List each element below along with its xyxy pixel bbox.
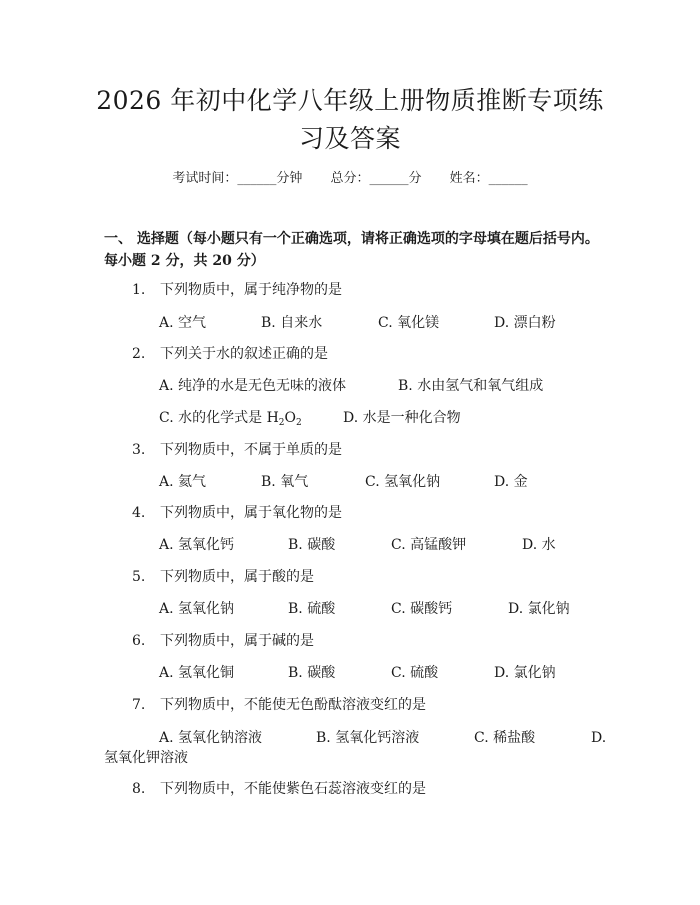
question-3 (132, 440, 342, 460)
option-d: D. 氯化钠 (494, 665, 556, 681)
question-text: 下列物质中，属于碱的是 (160, 633, 314, 649)
option-b: B. 自来水 (261, 315, 323, 331)
option-a: A. 氦气 (159, 474, 207, 490)
question-text: 下列物质中，属于氧化物的是 (160, 505, 342, 521)
option-a: A. 氢氧化钠 (159, 601, 235, 617)
option-a: A. 氢氧化钙 (159, 537, 235, 553)
option-a: A. 氢氧化铜 (159, 665, 235, 681)
total-score-field: 总分：______分 (330, 171, 422, 186)
option-a: A. 空气 (159, 315, 207, 331)
option-a: A. 氢氧化钠溶液 (159, 730, 263, 746)
option-d: D. (591, 730, 607, 746)
student-name-field: 姓名：______ (449, 171, 528, 186)
question-number: 4. (132, 505, 146, 521)
question-7 (132, 695, 426, 715)
page-title: 2026 年初中化学八年级上册物质推断专项练 (96, 86, 604, 115)
page-title-continued: 习及答案 (298, 124, 401, 153)
option-c: C. 氢氧化钠 (365, 474, 441, 490)
exam-time-field: 考试时间：______分钟 (172, 171, 303, 186)
question-number: 2. (132, 346, 146, 362)
question-text: 下列物质中，不能使紫色石蕊溶液变红的是 (160, 781, 426, 797)
question-number: 3. (132, 442, 146, 458)
option-c: C. 稀盐酸 (474, 730, 536, 746)
option-b: B. 水由氢气和氧气组成 (398, 378, 544, 394)
question-5 (132, 567, 314, 587)
option-b: B. 硫酸 (288, 601, 336, 617)
question-text: 下列物质中，不属于单质的是 (160, 442, 342, 458)
option-c: C. 硫酸 (391, 665, 439, 681)
option-b: B. 碳酸 (288, 665, 336, 681)
question-text: 下列物质中，属于酸的是 (160, 569, 314, 585)
option-b: B. 氧气 (261, 474, 309, 490)
question-number: 1. (132, 282, 146, 298)
option-c: C. 水的化学式是 $H_2O_2$ (159, 410, 302, 428)
section-heading: 一、 选择题（每小题只有一个正确选项，请将正确选项的字母填在题后括号内。 (104, 231, 599, 247)
option-d: D. 氯化钠 (508, 601, 570, 617)
option-c: C. 高锰酸钾 (391, 537, 467, 553)
section-heading-continued: 每小题 2 分，共 20 分） (104, 253, 265, 269)
question-4 (132, 503, 342, 523)
option-a: A. 纯净的水是无色无味的液体 (159, 378, 347, 394)
question-number: 8. (132, 781, 146, 797)
question-8 (132, 779, 426, 799)
option-b: B. 氢氧化钙溶液 (316, 730, 420, 746)
question-2 (132, 344, 328, 364)
exam-meta (0, 167, 700, 186)
option-c: C. 碳酸钙 (391, 601, 453, 617)
question-number: 7. (132, 697, 146, 713)
question-1 (132, 280, 342, 300)
option-d: D. 金 (494, 474, 528, 490)
option-b: B. 碳酸 (288, 537, 336, 553)
question-text: 下列关于水的叙述正确的是 (160, 346, 328, 362)
question-number: 6. (132, 633, 146, 649)
option-d: D. 水是一种化合物 (343, 410, 461, 426)
option-d: D. 漂白粉 (494, 315, 556, 331)
question-text: 下列物质中，属于纯净物的是 (160, 282, 342, 298)
option-c: C. 氧化镁 (378, 315, 440, 331)
question-number: 5. (132, 569, 146, 585)
option-d-continued: 氢氧化钾溶液 (104, 750, 188, 766)
question-text: 下列物质中，不能使无色酚酞溶液变红的是 (160, 697, 426, 713)
question-6 (132, 631, 314, 651)
option-d: D. 水 (522, 537, 556, 553)
